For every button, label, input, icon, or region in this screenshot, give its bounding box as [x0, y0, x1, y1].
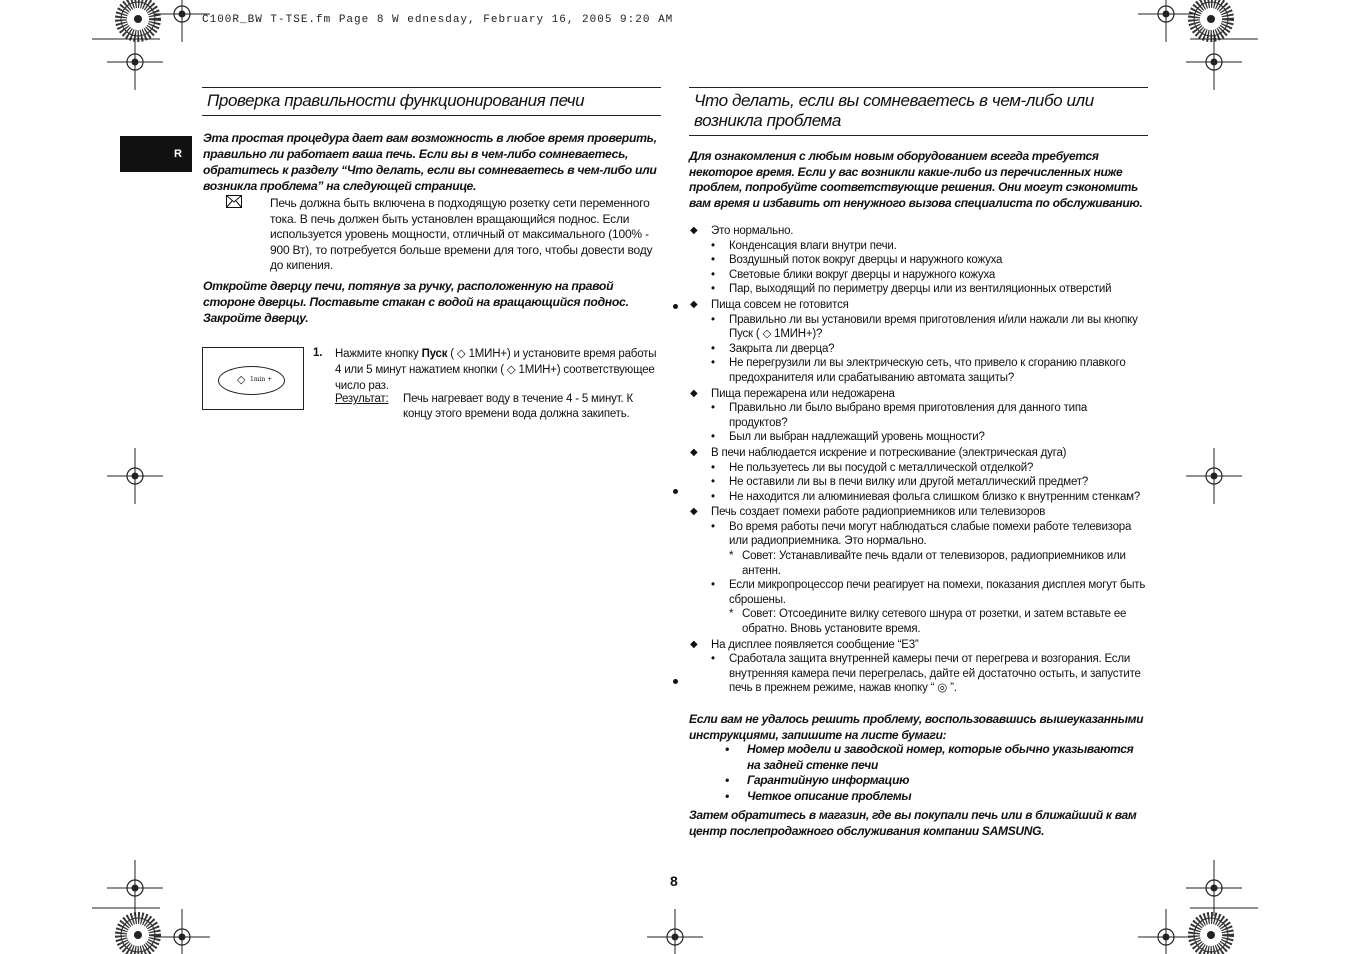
check-item-text: Не пользуетесь ли вы посудой с металлической отделкой? — [729, 461, 1034, 474]
step-text-bold: Пуск — [421, 348, 448, 360]
issue-item — [690, 387, 1148, 402]
issue-item-text: Печь создает помехи работе радиоприемников или телевизоров — [711, 506, 1046, 519]
language-tab — [120, 136, 192, 172]
check-item-bullet: • — [711, 431, 715, 444]
issue-item-bullet: ◆ — [690, 638, 698, 650]
check-item-text: Не перегрузили ли вы электрическую сеть, что привело к сгоранию плавкого предохранителя или срабатыванию автомата защиты? — [729, 357, 1126, 384]
issue-item-text: Пища пережарена или недожарена — [711, 387, 895, 400]
closing-text: Затем обратитесь в магазин, где вы покупали печь или в ближайший к вам центр послепродажного обслуживания компании SAMSUNG. — [689, 808, 1137, 838]
issue-item-bullet: ◆ — [690, 225, 698, 236]
contact-item — [689, 742, 1149, 773]
check-item-bullet: • — [711, 653, 715, 666]
check-item — [690, 253, 1148, 268]
crosshair-icon — [1138, 0, 1194, 42]
check-item-text: Не оставили ли вы в печи вилку или другой металлический предмет? — [729, 476, 1089, 489]
issue-item-text: Пища совсем не готовится — [711, 298, 849, 311]
result-text: Печь нагревает воду в течение 4 - 5 минут. К концу этого времени вода должна закипеть. — [403, 393, 633, 420]
issue-item — [690, 298, 1148, 313]
crosshair-icon — [1138, 909, 1194, 954]
check-item-bullet: • — [711, 461, 715, 474]
title-rule-bottom — [202, 115, 661, 116]
tip-item — [690, 607, 1148, 636]
right-intro: Для ознакомления с любым новым оборудованием всегда требуется некоторое время. Если у вас возникли какие-либо из перечисленных ниже проблем, попробуйте соответствующие решения. Они могут сэкономить вам время и избавить от ненужного вызова специалиста по обслуживанию. — [689, 149, 1143, 210]
control-panel-illustration — [202, 347, 304, 410]
note-icon — [226, 195, 242, 213]
issue-item-bullet: ◆ — [690, 506, 698, 518]
issue-item-text: На дисплее появляется сообщение “E3” — [711, 638, 919, 651]
check-item-bullet: • — [711, 342, 715, 355]
registration-star-icon — [1194, 2, 1228, 36]
gutter-dot — [673, 679, 678, 684]
check-item-text: Был ли выбран надлежащий уровень мощности? — [729, 431, 985, 444]
check-item-bullet: • — [711, 254, 715, 267]
check-item — [690, 475, 1148, 490]
tip-item-text: Совет: Отсоедините вилку сетевого шнура от розетки, и затем вставьте ее обратно. Вновь установите время. — [742, 608, 1127, 636]
crosshair-icon — [107, 448, 163, 504]
issue-item — [690, 505, 1148, 520]
issue-item — [690, 446, 1148, 461]
check-item-bullet: • — [711, 268, 715, 281]
step-text-b: ( ◇ 1МИН+) и установите время работы 4 или 5 минут нажатием кнопки ( ◇ 1МИН+) соответствующее число раз. — [335, 348, 657, 392]
step-text — [335, 346, 657, 394]
start-button[interactable] — [218, 366, 285, 395]
registration-star-icon — [121, 2, 155, 36]
crosshair-icon — [1186, 34, 1242, 90]
check-item — [690, 268, 1148, 283]
check-item-bullet: • — [711, 283, 715, 296]
contact-item-text: Гарантийную информацию — [747, 773, 910, 787]
start-button-label: 1min + — [250, 376, 273, 383]
contact-intro: Если вам не удалось решить проблему, воспользовавшись вышеуказанными инструкциями, запишите на листе бумаги: — [689, 712, 1144, 742]
check-item — [690, 578, 1148, 607]
check-item-text: Пар, выходящий по периметру дверцы или из вентиляционных отверстий — [729, 283, 1112, 296]
check-item — [690, 461, 1148, 476]
check-item-bullet: • — [711, 402, 715, 415]
crosshair-icon — [107, 34, 163, 90]
check-item-bullet: • — [711, 490, 715, 503]
right-title-rule-bottom — [689, 135, 1148, 136]
tip-item-text: Совет: Устанавливайте печь вдали от телевизоров, радиоприемников или антенн. — [742, 550, 1126, 577]
check-item-text: Конденсация влаги внутри печи. — [729, 239, 897, 252]
issue-item — [690, 638, 1148, 653]
check-item-text: Закрыта ли дверца? — [729, 342, 835, 355]
check-item-text: Воздушный поток вокруг дверцы и наружного кожуха — [729, 254, 1003, 267]
result-label: Результат: — [335, 393, 389, 405]
check-item-bullet: • — [711, 579, 715, 592]
check-item-bullet: • — [711, 313, 715, 326]
left-title: Проверка правильности функционирования печи — [207, 91, 585, 110]
registration-star-icon — [121, 918, 155, 952]
check-item-text: Правильно ли было выбрано время приготовления для данного типа продуктов? — [729, 402, 1088, 429]
crosshair-icon — [647, 909, 703, 954]
check-item-bullet: • — [711, 476, 715, 489]
troubleshooting-list — [690, 224, 1148, 696]
gutter-dot — [673, 304, 678, 309]
contact-item-bullet: • — [725, 773, 729, 787]
check-item — [690, 430, 1148, 445]
check-item — [690, 282, 1148, 297]
check-item-text: Во время работы печи могут наблюдаться слабые помехи работе телевизора или радиоприемника. Это нормально. — [729, 520, 1132, 548]
check-item — [690, 239, 1148, 254]
check-item-text: Сработала защита внутренней камеры печи от перегрева и возгорания. Если внутренняя камера печи перегрелась, дайте ей достаточно остыть, и запустите печь в прежнем режиме, нажав кнопку “ ◎ ”. — [729, 653, 1141, 695]
check-item — [690, 342, 1148, 357]
gutter-dot — [673, 489, 678, 494]
issue-item — [690, 224, 1148, 239]
right-title-rule-top — [689, 87, 1148, 88]
check-item — [690, 490, 1148, 505]
contact-item-bullet: • — [725, 742, 729, 756]
language-tab-letter: R — [174, 148, 182, 160]
issue-item-bullet: ◆ — [690, 446, 698, 458]
left-intro: Эта простая процедура дает вам возможность в любое время проверить, правильно ли работает ваша печь. Если вы в чем-либо сомневаетесь, обратитесь к разделу “Что делать, если вы сомневаетесь в чем-либо или возникла проблема” на следующей странице. — [203, 131, 657, 193]
power-note: Печь должна быть включена в подходящую розетку сети переменного тока. В печь должен быть установлен вращающийся поднос. Если используется уровень мощности, отличный от максимального (100% - 900 Вт), то потребуется больше времени для того, чтобы довести воду до кипения. — [270, 196, 653, 272]
contact-list — [689, 742, 1149, 804]
contact-item — [689, 773, 1149, 789]
registration-star-icon — [1194, 918, 1228, 952]
contact-item — [689, 789, 1149, 805]
check-item — [690, 356, 1148, 385]
check-item — [690, 652, 1148, 696]
file-header: C100R_BW T-TSE.fm Page 8 W ednesday, February 16, 2005 9:20 AM — [202, 14, 674, 26]
check-item-text: Световые блики вокруг дверцы и наружного кожуха — [729, 268, 996, 281]
check-item — [690, 520, 1148, 549]
contact-item-text: Четкое описание проблемы — [747, 788, 912, 803]
issue-item-text: Это нормально. — [711, 225, 794, 237]
check-item — [690, 313, 1148, 342]
crosshair-icon — [154, 909, 210, 954]
title-rule-top — [202, 87, 661, 88]
tip-item-bullet: * — [729, 550, 734, 563]
tip-item-bullet: * — [729, 608, 734, 621]
crosshair-icon — [1186, 448, 1242, 504]
door-instruction: Откройте дверцу печи, потянув за ручку, расположенную на правой стороне дверцы. Поставьте стакан с водой на вращающийся поднос. Закройте дверцу. — [203, 279, 629, 325]
contact-item-bullet: • — [725, 788, 729, 803]
check-item-bullet: • — [711, 239, 715, 252]
check-item-text: Правильно ли вы установили время приготовления и/или нажали ли вы кнопку Пуск ( ◇ 1МИН+)? — [729, 313, 1138, 341]
right-title: Что делать, если вы сомневаетесь в чем-либо или возникла проблема — [694, 91, 1094, 130]
step-text-a: Нажмите кнопку — [335, 348, 422, 360]
check-item-text: Не находится ли алюминиевая фольга слишком близко к внутренним стенкам? — [729, 490, 1141, 503]
check-item-text: Если микропроцессор печи реагирует на помехи, показания дисплея могут быть сброшены. — [729, 579, 1146, 606]
step-number: 1. — [313, 347, 323, 359]
check-item — [690, 401, 1148, 430]
issue-item-bullet: ◆ — [690, 387, 698, 399]
page-number: 8 — [670, 873, 678, 889]
start-diamond-icon: ◇ — [237, 374, 246, 386]
check-item-bullet: • — [711, 357, 715, 370]
issue-item-text: В печи наблюдается искрение и потрескивание (электрическая дуга) — [711, 446, 1067, 459]
issue-item-bullet: ◆ — [690, 298, 698, 310]
tip-item — [690, 549, 1148, 578]
check-item-bullet: • — [711, 520, 715, 533]
contact-item-text: Номер модели и заводской номер, которые обычно указываются на задней стенке печи — [747, 742, 1134, 772]
